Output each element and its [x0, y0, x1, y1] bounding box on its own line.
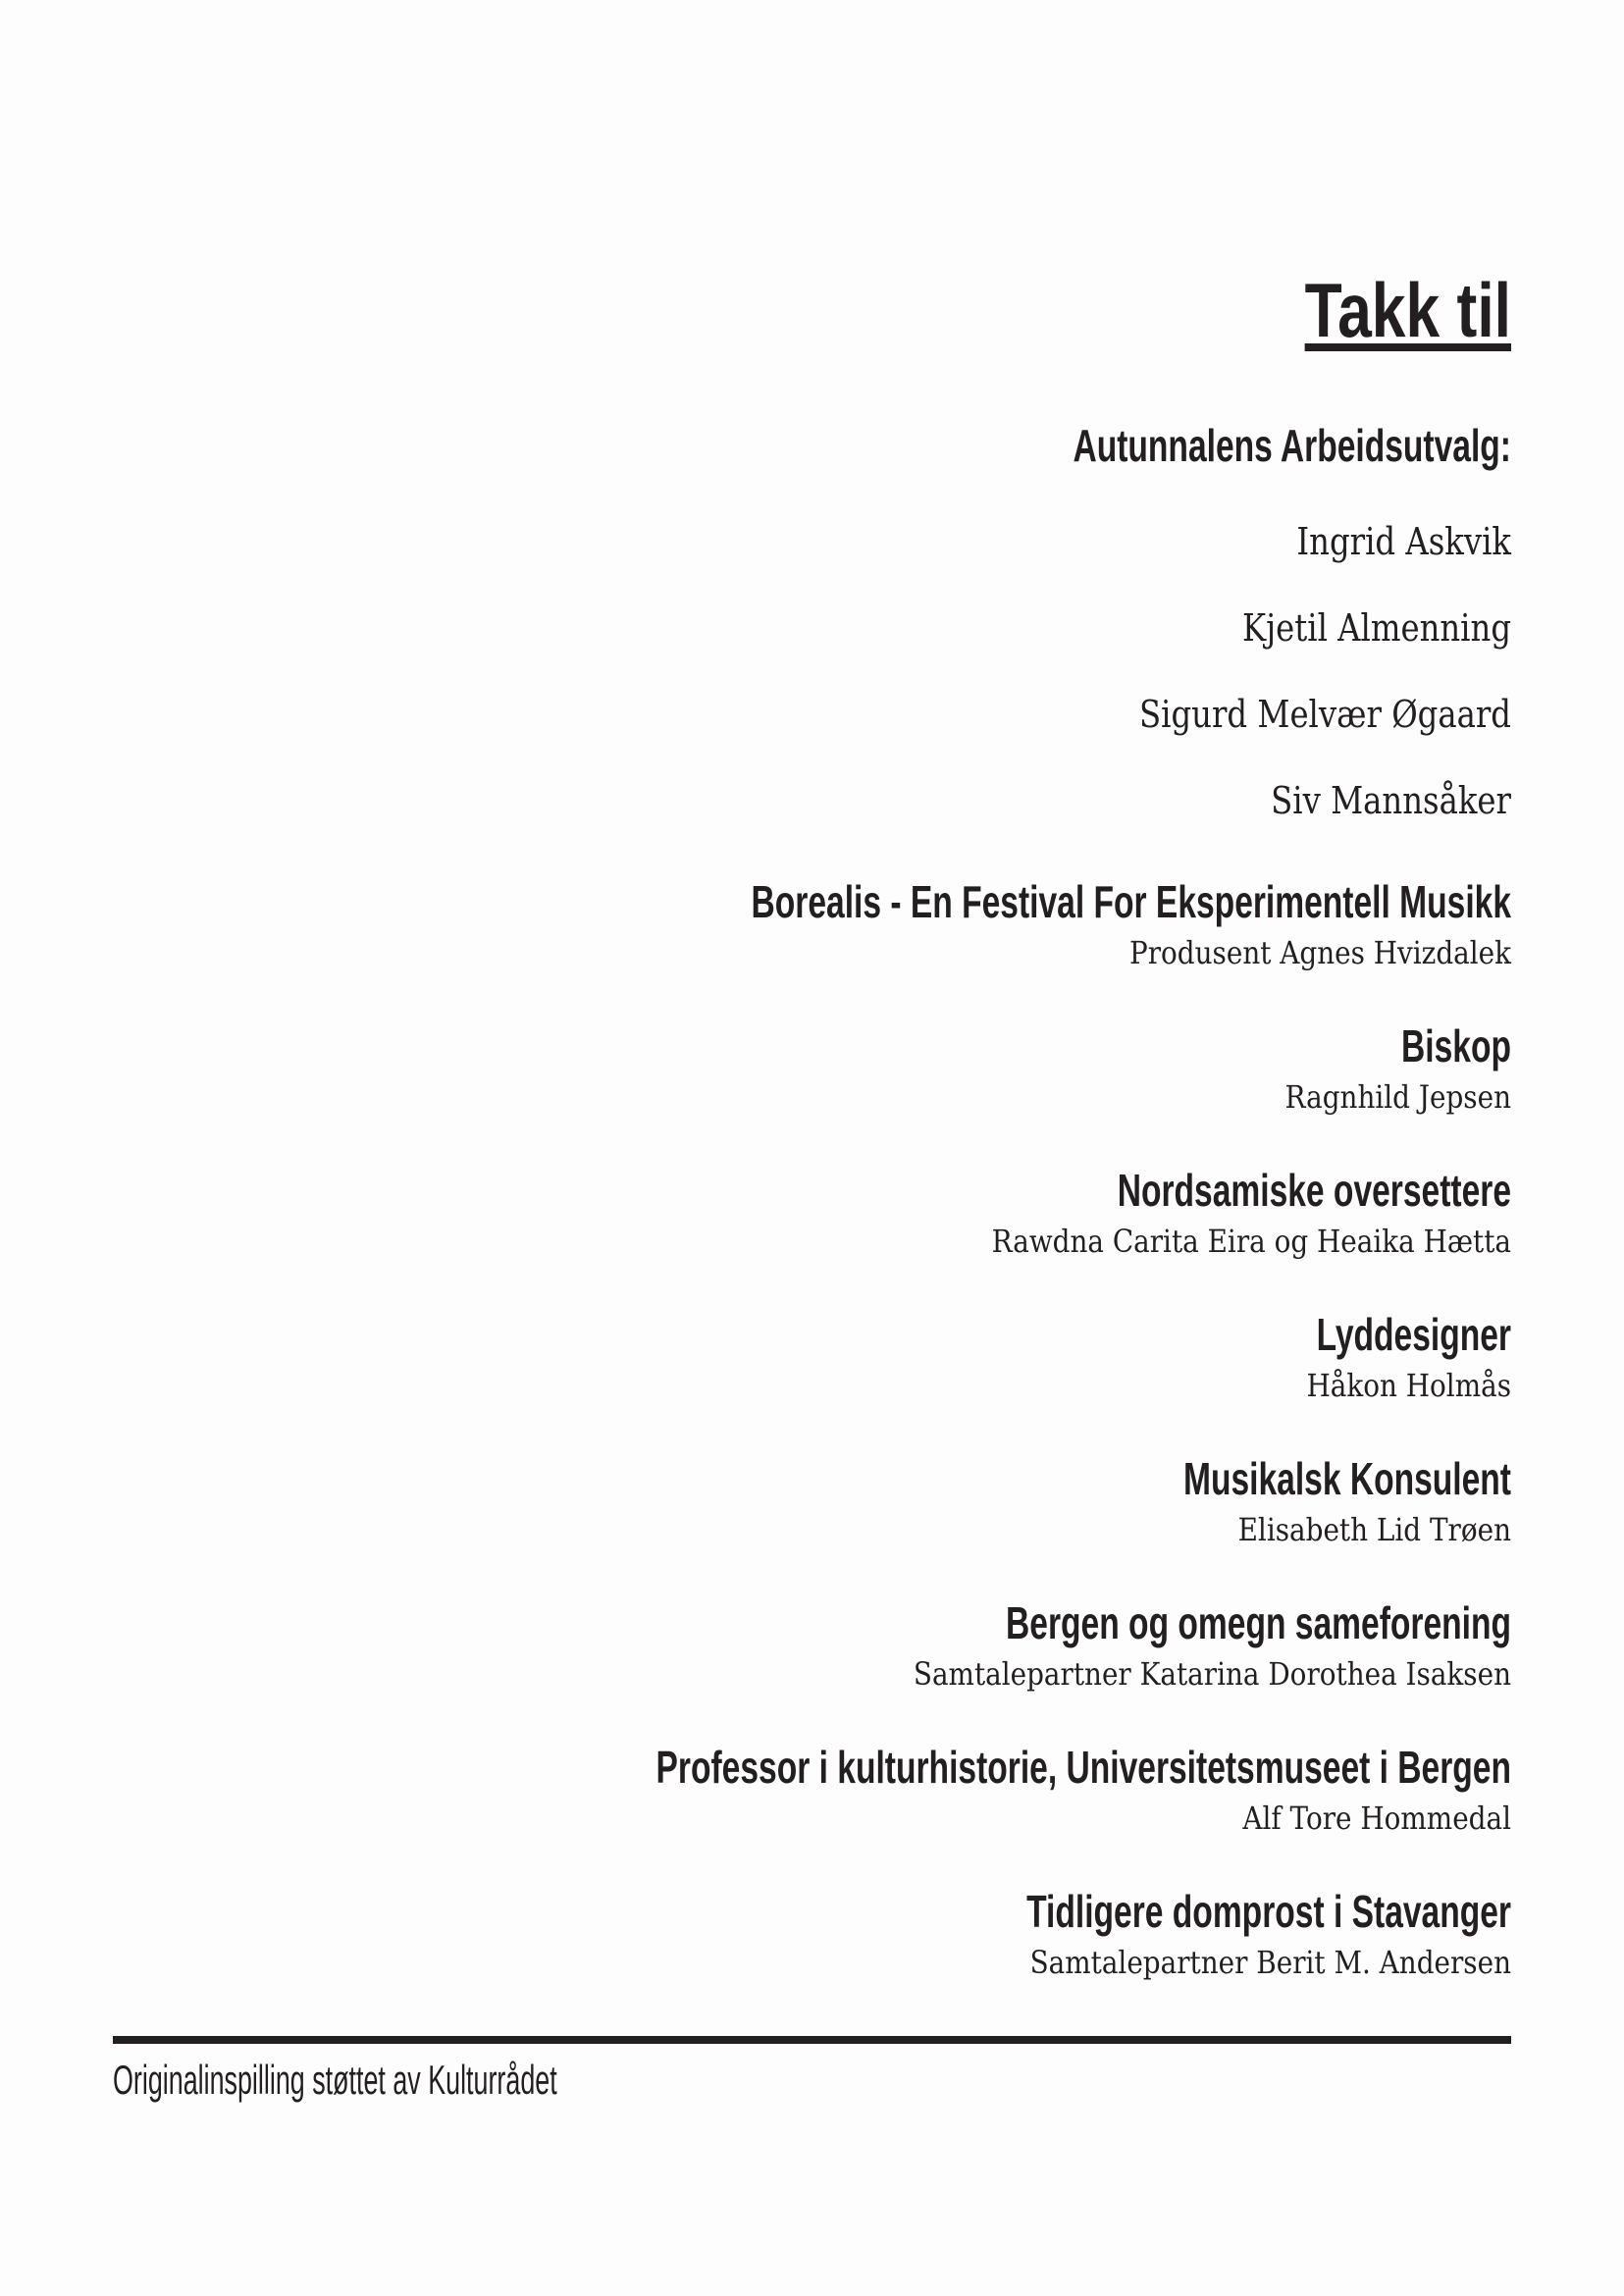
committee-member: Siv Mannsåker [1271, 779, 1511, 822]
section-heading: Borealis - En Festival For Eksperimentell Musikk [751, 876, 1511, 927]
section-person: Samtalepartner Katarina Dorothea Isaksen [913, 1655, 1511, 1693]
committee-member: Ingrid Askvik [1296, 520, 1511, 563]
section-heading: Musikalsk Konsulent [1182, 1453, 1511, 1504]
section-person: Samtalepartner Berit M. Andersen [1029, 1944, 1511, 1981]
section-person: Håkon Holmås [1306, 1367, 1511, 1404]
section-person: Alf Tore Hommedal [1242, 1800, 1511, 1837]
section-person: Elisabeth Lid Trøen [1237, 1511, 1511, 1548]
committee-member: Kjetil Almenning [1242, 606, 1511, 650]
section-heading: Professor i kulturhistorie, Universitetsmuseet i Bergen [655, 1742, 1511, 1793]
section-heading: Biskop [1401, 1020, 1511, 1071]
section-person: Ragnhild Jepsen [1284, 1078, 1511, 1116]
section-person: Rawdna Carita Eira og Heaika Hætta [991, 1223, 1511, 1260]
committee-heading: Autunnalens Arbeidsutvalg: [1073, 420, 1511, 471]
section-heading: Tidligere domprost i Stavanger [1026, 1886, 1511, 1937]
footer-note: Originalinspilling støttet av Kulturrådet [113, 2057, 557, 2103]
section-person: Produsent Agnes Hvizdalek [1129, 934, 1511, 971]
footer-divider [113, 2036, 1511, 2044]
page-title: Takk til [1304, 267, 1511, 353]
section-heading: Nordsamiske oversettere [1117, 1165, 1511, 1216]
committee-member: Sigurd Melvær Øgaard [1139, 693, 1511, 736]
section-heading: Lyddesigner [1316, 1309, 1511, 1360]
section-heading: Bergen og omegn sameforening [1006, 1597, 1511, 1648]
